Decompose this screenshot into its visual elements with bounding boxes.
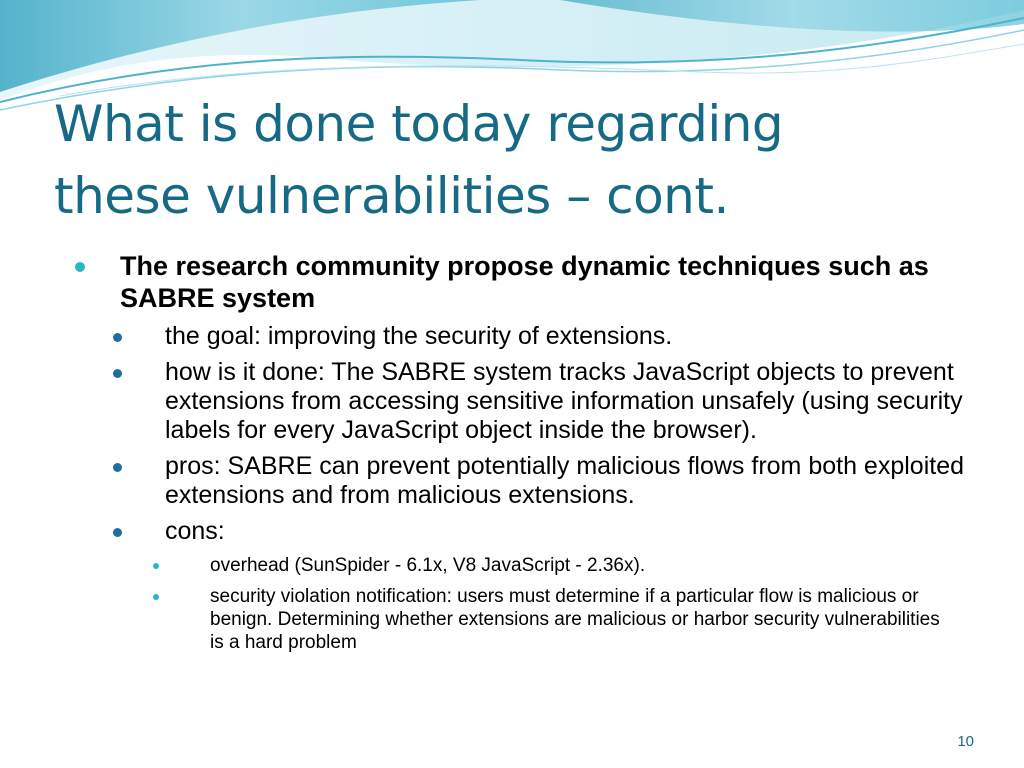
bullet-text: The research community propose dynamic techniques such as SABRE system [120, 251, 929, 313]
page-number: 10 [957, 733, 974, 750]
slide-title-line-1: What is done today regarding [54, 95, 784, 153]
sub-sub-bullet-text: overhead (SunSpider - 6.1x, V8 JavaScript - 2.36x). [210, 555, 646, 576]
sub-bullet-list [165, 322, 965, 654]
sub-sub-bullet-list [210, 554, 940, 654]
sub-sub-bullet-item [210, 585, 940, 654]
sub-sub-bullet-dot-icon [153, 563, 159, 569]
slide-title-line-2: these vulnerabilities – cont. [54, 167, 729, 225]
sub-bullet-dot-icon [113, 463, 122, 472]
bullet-item [120, 250, 964, 654]
bullet-list [120, 250, 964, 662]
slide-title [54, 88, 954, 232]
sub-bullet-dot-icon [113, 333, 122, 342]
sub-bullet-text: the goal: improving the security of extensions. [165, 322, 673, 350]
sub-bullet-text: how is it done: The SABRE system tracks JavaScript objects to prevent extensions from accessing sensitive information unsafely (using security labels for every JavaScript object inside the browser). [165, 358, 963, 444]
sub-bullet-dot-icon [113, 369, 122, 378]
sub-bullet-item [165, 358, 965, 445]
sub-bullet-item [165, 452, 965, 510]
bullet-dot-icon [75, 262, 85, 272]
sub-sub-bullet-dot-icon [153, 594, 159, 600]
sub-bullet-text: pros: SABRE can prevent potentially malicious flows from both exploited extensions and from malicious extensions. [165, 452, 964, 509]
sub-bullet-dot-icon [113, 528, 122, 537]
sub-sub-bullet-item [210, 554, 940, 577]
sub-sub-bullet-text: security violation notification: users must determine if a particular flow is malicious or benign. Determining whether extensions are malicious or harbor security vulnerabilities is a hard problem [210, 586, 940, 653]
sub-bullet-text: cons: [165, 517, 225, 545]
sub-bullet-item [165, 322, 965, 351]
sub-bullet-item [165, 517, 965, 654]
